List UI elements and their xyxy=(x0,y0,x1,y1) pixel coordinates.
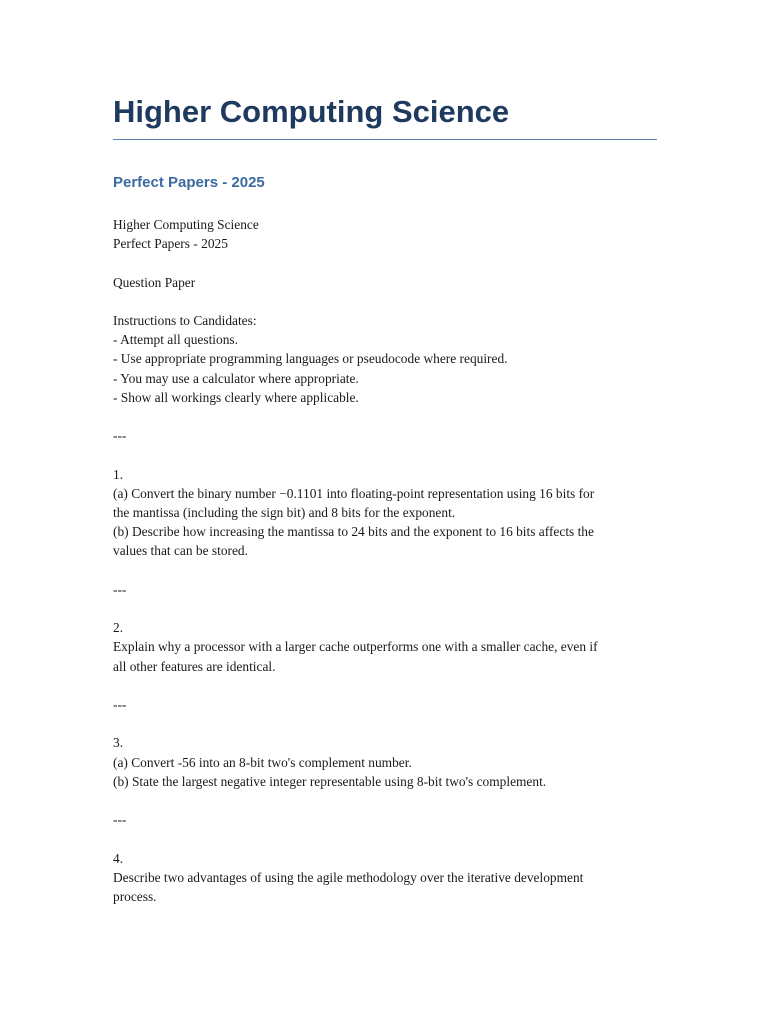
body-line: Perfect Papers - 2025 xyxy=(113,236,228,252)
body-line: the mantissa (including the sign bit) and 8 bits for the exponent. xyxy=(113,504,456,520)
body-line: 2. xyxy=(113,620,124,636)
document-subtitle: Perfect Papers - 2025 xyxy=(113,174,265,191)
body-line: - Attempt all questions. xyxy=(113,332,238,348)
body-line: (b) State the largest negative integer representable using 8-bit two's complement. xyxy=(113,773,547,789)
body-line xyxy=(113,445,657,464)
body-line: (b) Describe how increasing the mantissa to 24 bits and the exponent to 16 bits affects the xyxy=(113,524,594,540)
body-line xyxy=(113,292,657,311)
body-line xyxy=(113,253,657,272)
body-line: values that can be stored. xyxy=(113,543,248,559)
document-page xyxy=(113,92,657,906)
body-line xyxy=(113,676,657,695)
body-line xyxy=(113,599,657,618)
body-line xyxy=(113,561,657,580)
body-line xyxy=(113,407,657,426)
body-line: Question Paper xyxy=(113,274,196,290)
body-line: --- xyxy=(113,581,127,597)
body-line: all other features are identical. xyxy=(113,658,276,674)
body-line: - Use appropriate programming languages or pseudocode where required. xyxy=(113,351,508,367)
document-body xyxy=(113,215,657,906)
body-line: (a) Convert the binary number −0.1101 into floating-point representation using 16 bits for xyxy=(113,485,595,501)
body-line: Explain why a processor with a larger cache outperforms one with a smaller cache, even if xyxy=(113,639,598,655)
body-line: process. xyxy=(113,888,157,904)
body-line: Instructions to Candidates: xyxy=(113,312,257,328)
body-line: 4. xyxy=(113,850,124,866)
body-line xyxy=(113,714,657,733)
body-line xyxy=(113,791,657,810)
body-line: --- xyxy=(113,428,127,444)
body-line: --- xyxy=(113,812,127,828)
body-line: Describe two advantages of using the agile methodology over the iterative development xyxy=(113,869,584,885)
body-line: 3. xyxy=(113,735,124,751)
body-line: 1. xyxy=(113,466,124,482)
body-line xyxy=(113,829,657,848)
document-title: Higher Computing Science xyxy=(113,92,657,140)
body-line: - You may use a calculator where appropriate. xyxy=(113,370,359,386)
body-line: --- xyxy=(113,696,127,712)
body-line: Higher Computing Science xyxy=(113,217,259,232)
body-line: - Show all workings clearly where applicable. xyxy=(113,389,359,405)
body-line: (a) Convert -56 into an 8-bit two's complement number. xyxy=(113,754,412,770)
